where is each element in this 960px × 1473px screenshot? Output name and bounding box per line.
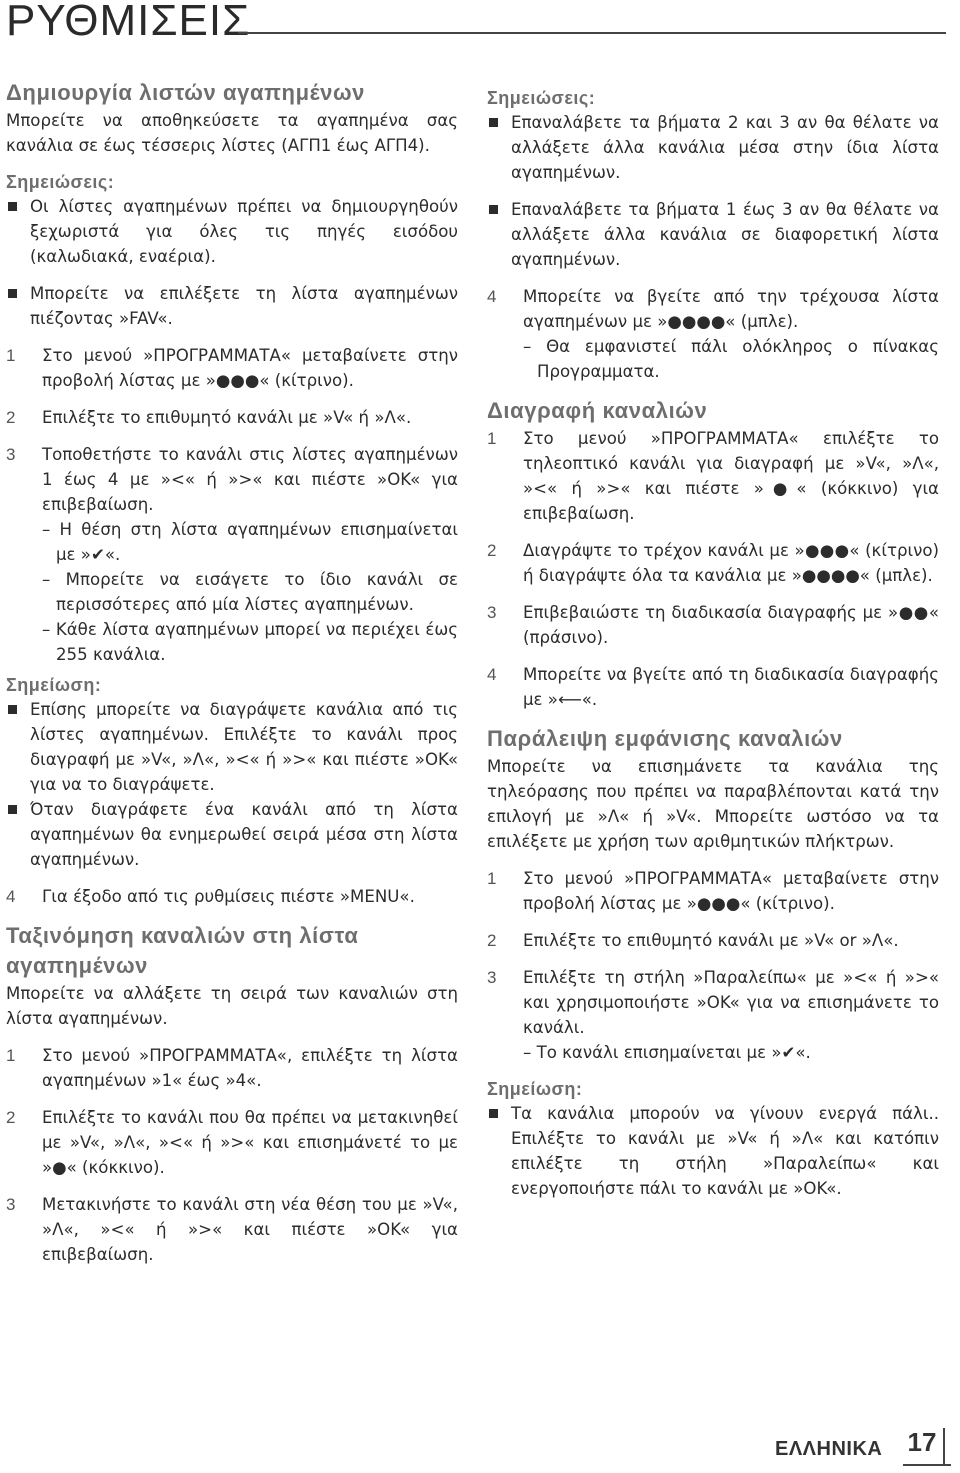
step-item: 3 Τοποθετήστε το κανάλι στις λίστες αγαπημένων 1 έως 4 με »<« ή »>« και πιέστε »OK« για επιβεβαίωση. [6,445,458,514]
step-item: 1 Στο μενού »ΠΡΟΓΡΑΜΜΑΤΑ« μεταβαίνετε στην προβολή λίστας με »●●●« (κίτρινο). [6,346,458,390]
step-item: 3 Μετακινήστε το κανάλι στη νέα θέση του με »V«, »Λ«, »<« ή »>« και πιέστε »OK« για επιβεβαίωση. [6,1195,458,1264]
section-heading-create-lists: Δημιουργία λιστών αγαπημένων [6,80,366,105]
footer-language: ΕΛΛΗΝΙΚΑ [775,1438,883,1460]
step-item: 2 Επιλέξτε το επιθυμητό κανάλι με »V« ή »Λ«. [6,408,412,427]
note-item: Τα κανάλια μπορούν να γίνουν ενεργά πάλι.. Επιλέξτε το κανάλι με »V« ή »Λ« και κατόπιν επιλέξτε τη στήλη »Παραλείπω« και ενεργοποιήστε πάλι το κανάλι με »OK«. [487,1101,939,1201]
section-heading-skip-channels: Παράλειψη εμφάνισης καναλιών [487,726,843,751]
create-lists-intro: Μπορείτε να αποθηκεύσετε τα αγαπημένα σας κανάλια σε έως τέσσερις λίστες (ΑΓΠ1 έως ΑΓΠ4). [6,111,458,155]
section-heading-sort-channels: Ταξινόμηση καναλιών στη λίστα αγαπημένων [6,923,359,978]
left-column [6,78,458,1267]
notes-heading: Σημειώσεις: [6,172,115,192]
note-item: Επαναλάβετε τα βήματα 1 έως 3 αν θα θέλατε να αλλάξετε άλλα κανάλια σε διαφορετική λίστα αγαπημένων. [487,197,939,272]
sub-item: – Το κανάλι επισημαίνεται με »✔«. [523,1043,811,1062]
page-number-rule-vertical [943,1428,945,1466]
step-item: 1 Στο μενού »ΠΡΟΓΡΑΜΜΑΤΑ« μεταβαίνετε στην προβολή λίστας με »●●●« (κίτρινο). [487,869,939,913]
note-heading: Σημείωση: [487,1079,583,1099]
step-item: 4 Μπορείτε να βγείτε από τη διαδικασία διαγραφής με »⟵«. [487,665,939,709]
step-item: 2 Επιλέξτε το επιθυμητό κανάλι με »V« or »Λ«. [487,931,899,950]
note-item: Μπορείτε να επιλέξετε τη λίστα αγαπημένων πιέζοντας »FAV«. [6,281,458,331]
step-item: 1 Στο μενού »ΠΡΟΓΡΑΜΜΑΤΑ« επιλέξτε το τηλεοπτικό κανάλι για διαγραφή με »V«, »Λ«, »<« ή »>« και πιέστε »●« (κόκκινο) για επιβεβαίωση. [487,429,939,523]
sort-channels-intro: Μπορείτε να αλλάξετε τη σειρά των καναλιών στη λίστα αγαπημένων. [6,984,458,1028]
note-item: Οι λίστες αγαπημένων πρέπει να δημιουργηθούν ξεχωριστά για όλες τις πηγές εισόδου (καλωδιακά, εναέρια). [6,194,458,269]
note-heading: Σημείωση: [6,675,102,695]
note-item: Επαναλάβετε τα βήματα 2 και 3 αν θα θέλατε να αλλάξετε άλλα κανάλια μέσα στην ίδια λίστα αγαπημένων. [487,110,939,185]
notes-heading: Σημειώσεις: [487,88,596,108]
step-item: 3 Επιβεβαιώστε τη διαδικασία διαγραφής με »●●« (πράσινο). [487,603,939,647]
page-title: ΡΥΘΜΙΣΕΙΣ [6,0,251,45]
note-item: Όταν διαγράφετε ένα κανάλι από τη λίστα αγαπημένων θα ενημερωθεί σειρά μέσα στη λίστα αγαπημένων. [6,797,458,872]
sub-item: – Θα εμφανιστεί πάλι ολόκληρος ο πίνακας Προγραμματα. [523,337,939,381]
step-item: 4 Για έξοδο από τις ρυθμίσεις πιέστε »MENU«. [6,887,415,906]
section-heading-delete-channels: Διαγραφή καναλιών [487,398,708,423]
sub-item: – Η θέση στη λίστα αγαπημένων επισημαίνεται με »✔«. [42,520,458,564]
note-item: Επίσης μπορείτε να διαγράψετε κανάλια από τις λίστες αγαπημένων. Επιλέξτε το κανάλι προς διαγραφή με »V«, »Λ«, »<« ή »>« και πιέστε »OK« για να το διαγράψετε. [6,697,458,797]
step-item: 3 Επιλέξτε τη στήλη »Παραλείπω« με »<« ή »>« και χρησιμοποιήστε »OK« για να επισημάνετε το κανάλι. [487,968,939,1037]
step-item: 2 Επιλέξτε το κανάλι που θα πρέπει να μετακινηθεί με »V«, »Λ«, »<« ή »>« και επισημάνετέ το με »●« (κόκκινο). [6,1108,458,1177]
title-rule [238,32,946,34]
step-item: 1 Στο μενού »ΠΡΟΓΡΑΜΜΑΤΑ«, επιλέξτε τη λίστα αγαπημένων »1« έως »4«. [6,1046,458,1090]
page-number: 17 [907,1427,937,1457]
sub-item: – Μπορείτε να εισάγετε το ίδιο κανάλι σε περισσότερες από μία λίστες αγαπημένων. [42,570,458,614]
skip-channels-intro: Μπορείτε να επισημάνετε τα κανάλια της τηλεόρασης που πρέπει να παραβλέπονται κατά την επιλογή με »Λ« ή »V«. Μπορείτε ωστόσο να τα επιλέξετε με χρήση των αριθμητικών πλήκτρων. [487,757,939,851]
step-item: 2 Διαγράψτε το τρέχον κανάλι με »●●●« (κίτρινο) ή διαγράψτε όλα τα κανάλια με »●●●●« (μπλε). [487,541,939,585]
sub-item: – Κάθε λίστα αγαπημένων μπορεί να περιέχει έως 255 κανάλια. [42,620,458,664]
right-column [487,78,939,1201]
step-item: 4 Μπορείτε να βγείτε από την τρέχουσα λίστα αγαπημένων με »●●●●« (μπλε). [487,287,939,331]
